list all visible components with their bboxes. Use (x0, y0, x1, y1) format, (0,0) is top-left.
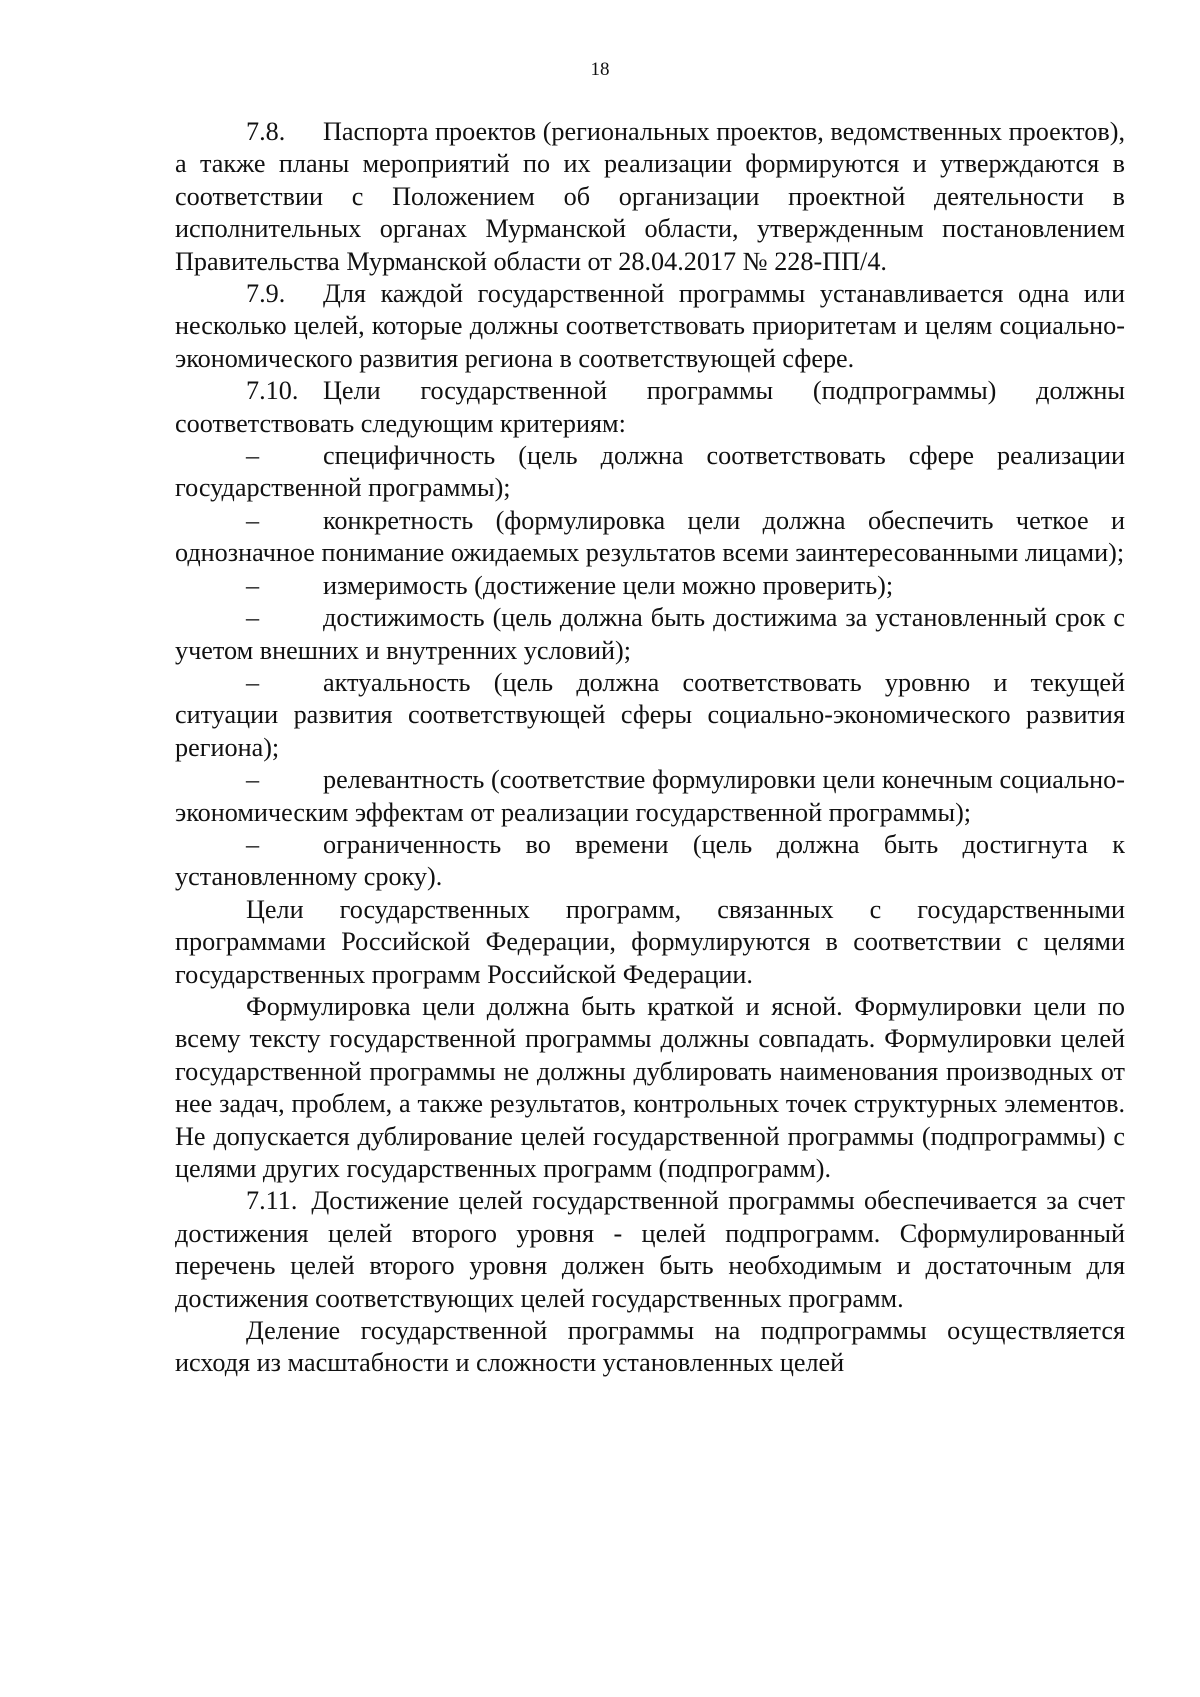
list-item-text: конкретность (формулировка цели должна обеспечить четкое и однозначное понимание ожидаемых результатов всеми заинтересованными лицами); (175, 505, 1125, 568)
list-dash: – (246, 505, 260, 535)
paragraph-number: 7.10. (246, 376, 299, 406)
paragraph-number: 7.11. (246, 1186, 298, 1216)
list-item-text: актуальность (цель должна соответствовать уровню и текущей ситуации развития соответствующей сферы социально-экономического развития региона); (175, 667, 1125, 762)
criteria-item-relevance-current (175, 667, 1125, 764)
list-item-text: измеримость (достижение цели можно проверить); (323, 570, 894, 600)
list-dash: – (246, 570, 260, 600)
paragraph-division: Деление государственной программы на подпрограммы осуществляется исходя из масштабности и сложности установленных целей (175, 1316, 1125, 1378)
list-item-text: достижимость (цель должна быть достижима за установленный срок с учетом внешних и внутренних условий); (175, 603, 1125, 665)
page-number: 18 (590, 59, 610, 80)
paragraph-text: Паспорта проектов (региональных проектов, ведомственных проектов), а также планы мероприятий по их реализации формируются и утверждаются в соответствии с Положением об организации проектной деятельности в исполнительных органах Мурманской области, утвержденным постановлением Правительства Мурманской области от 28.04.2017 № 228-ПП/4. (175, 117, 1125, 276)
list-item-text: специфичность (цель должна соответствовать сфере реализации государственной программы); (175, 441, 1125, 503)
paragraph-7-8 (175, 116, 1125, 278)
paragraph-text: Для каждой государственной программы устанавливается одна или несколько целей, которые должны соответствовать приоритетам и целям социально-экономического развития региона в соответствующей сфере. (175, 279, 1125, 373)
paragraph-number: 7.9. (246, 279, 286, 309)
criteria-item-measurability (175, 570, 1125, 602)
list-item-text: ограниченность во времени (цель должна быть достигнута к установленному сроку). (175, 829, 1125, 892)
paragraph-goals-links: Цели государственных программ, связанных с государственными программами Российской Федерации, формулируются в соответствии с целями государственных программ Российской Федерации. (175, 894, 1125, 989)
paragraph-number: 7.8. (246, 117, 286, 146)
list-item-text: релевантность (соответствие формулировки цели конечным социально-экономическим эффектам от реализации государственной программы); (175, 765, 1125, 827)
list-dash: – (246, 667, 260, 697)
document-body (175, 116, 1125, 1380)
paragraph-7-11 (175, 1185, 1125, 1315)
criteria-item-achievability (175, 602, 1125, 667)
criteria-item-relevance (175, 764, 1125, 829)
criteria-item-concreteness (175, 505, 1125, 570)
paragraph-goal-wording: Формулировка цели должна быть краткой и ясной. Формулировки цели по всему тексту государственной программы должны совпадать. Формулировки целей государственной программы не должны дублировать наименования производных от нее задач, проблем, а также результатов, контрольных точек структурных элементов. Не допускается дублирование целей государственной программы (подпрограммы) с целями других государственных программ (подпрограмм). (175, 991, 1125, 1183)
list-dash: – (246, 441, 260, 471)
criteria-item-specificity (175, 440, 1125, 505)
list-dash: – (246, 603, 260, 633)
list-dash: – (246, 829, 260, 859)
list-dash: – (246, 765, 260, 795)
criteria-item-time-bound (175, 829, 1125, 894)
paragraph-text: Цели государственной программы (подпрограммы) должны соответствовать следующим критериям: (175, 376, 1125, 438)
paragraph-7-9 (175, 278, 1125, 375)
paragraph-7-10 (175, 375, 1125, 440)
paragraph-text: Достижение целей государственной программы обеспечивается за счет достижения целей второго уровня - целей подпрограмм. Сформулированный перечень целей второго уровня должен быть необходимым и достаточным для достижения соответствующих целей государственных программ. (175, 1186, 1125, 1313)
